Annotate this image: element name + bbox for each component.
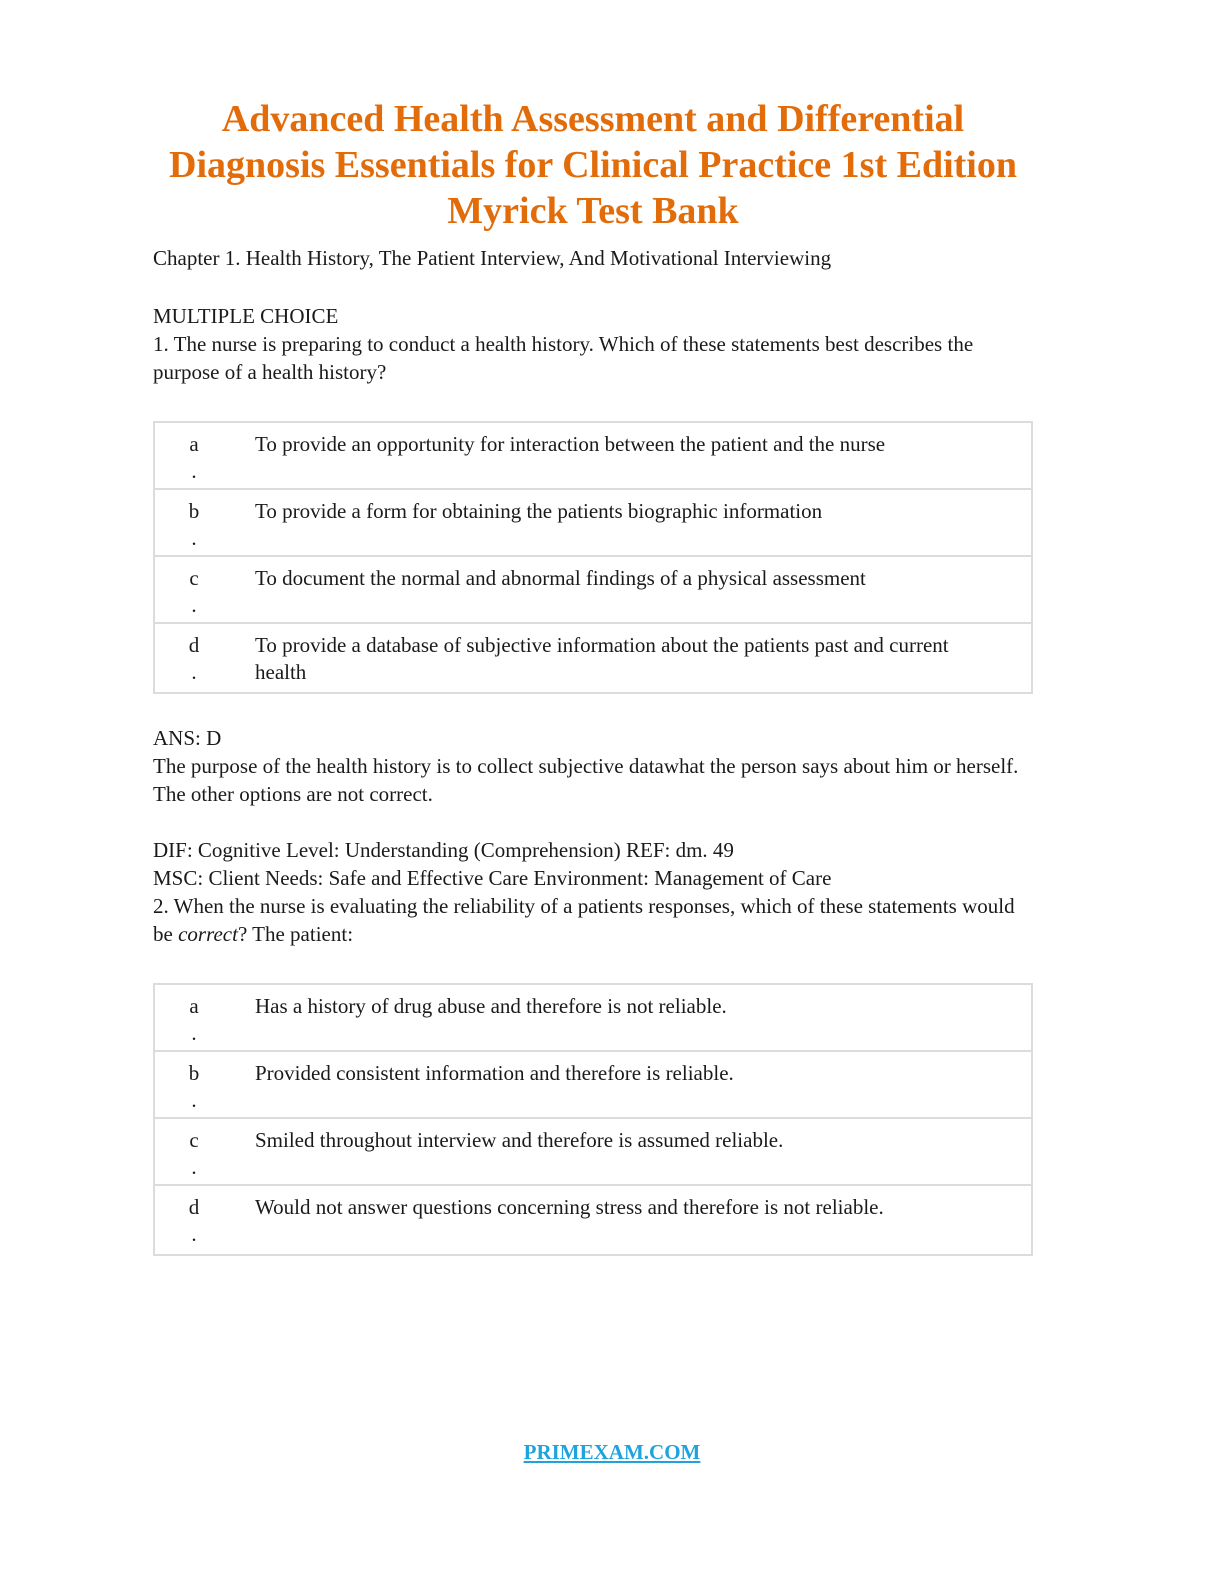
option-letter xyxy=(155,565,233,622)
option-row xyxy=(155,1052,1031,1119)
option-letter xyxy=(155,431,233,488)
option-letter-text: d xyxy=(188,1195,200,1219)
question-2-stem-suffix: ? The patient: xyxy=(237,922,354,946)
option-letter-dot: . xyxy=(191,593,197,617)
footer xyxy=(0,1440,1224,1465)
option-text: To provide an opportunity for interaction between the patient and the nurse xyxy=(255,432,886,456)
option-row xyxy=(155,1186,1031,1254)
option-row xyxy=(155,490,1031,557)
option-row xyxy=(155,985,1031,1052)
question-2-stem-emphasis: correct xyxy=(178,922,238,946)
question-2-stem-prefix: 2. When the nurse is evaluating the reliability of a patients responses, which of these statements would be xyxy=(153,894,1015,946)
difficulty-reference: DIF: Cognitive Level: Understanding (Comprehension) REF: dm. 49 xyxy=(153,838,734,862)
option-letter xyxy=(155,993,233,1050)
option-text: Smiled throughout interview and therefore is assumed reliable. xyxy=(255,1128,784,1152)
option-row xyxy=(155,624,1031,692)
question-1-stem: 1. The nurse is preparing to conduct a health history. Which of these statements best describes the purpose of a health history? xyxy=(153,332,974,384)
option-letter-text: c xyxy=(189,1128,199,1152)
option-letter-text: d xyxy=(188,633,200,657)
option-letter-dot: . xyxy=(191,660,197,684)
document-title xyxy=(113,96,1073,234)
option-letter-dot: . xyxy=(191,1021,197,1045)
option-text: To document the normal and abnormal findings of a physical assessment xyxy=(255,566,866,590)
question-2-options xyxy=(153,983,1033,1256)
option-letter-dot: . xyxy=(191,459,197,483)
title-line-1: Advanced Health Assessment and Differential xyxy=(221,98,965,140)
option-row xyxy=(155,557,1031,624)
option-row xyxy=(155,423,1031,490)
option-letter xyxy=(155,498,233,555)
option-letter xyxy=(155,1127,233,1184)
option-row xyxy=(155,1119,1031,1186)
chapter-heading: Chapter 1. Health History, The Patient Interview, And Motivational Interviewing xyxy=(153,246,832,270)
answer-rationale: The purpose of the health history is to collect subjective datawhat the person says about him or herself. The other options are not correct. xyxy=(153,754,1019,806)
option-text: Provided consistent information and therefore is reliable. xyxy=(255,1061,734,1085)
footer-site-link[interactable]: PRIMEXAM.COM xyxy=(523,1440,701,1464)
option-letter-dot: . xyxy=(191,1088,197,1112)
option-text: Has a history of drug abuse and therefore is not reliable. xyxy=(255,994,727,1018)
option-text: To provide a form for obtaining the patients biographic information xyxy=(255,499,823,523)
option-letter-text: c xyxy=(189,566,199,590)
title-line-2: Diagnosis Essentials for Clinical Practice 1st Edition xyxy=(169,144,1017,186)
option-letter-dot: . xyxy=(191,526,197,550)
title-line-3: Myrick Test Bank xyxy=(447,190,739,232)
answer-key: ANS: D xyxy=(153,726,222,750)
option-letter-dot: . xyxy=(191,1222,197,1246)
option-text: Would not answer questions concerning stress and therefore is not reliable. xyxy=(255,1195,884,1219)
option-letter-text: b xyxy=(188,1061,200,1085)
option-letter-text: a xyxy=(189,994,199,1018)
question-1-options xyxy=(153,421,1033,694)
document-page xyxy=(153,96,1033,1256)
option-letter-text: b xyxy=(188,499,200,523)
option-letter xyxy=(155,1060,233,1117)
question-2-stem xyxy=(153,892,1033,948)
option-letter xyxy=(155,1194,233,1254)
client-needs: MSC: Client Needs: Safe and Effective Care Environment: Management of Care xyxy=(153,866,832,890)
section-label: MULTIPLE CHOICE xyxy=(153,304,339,328)
option-text: To provide a database of subjective information about the patients past and current health xyxy=(255,633,949,684)
option-letter-text: a xyxy=(189,432,199,456)
option-letter-dot: . xyxy=(191,1155,197,1179)
option-letter xyxy=(155,632,233,692)
